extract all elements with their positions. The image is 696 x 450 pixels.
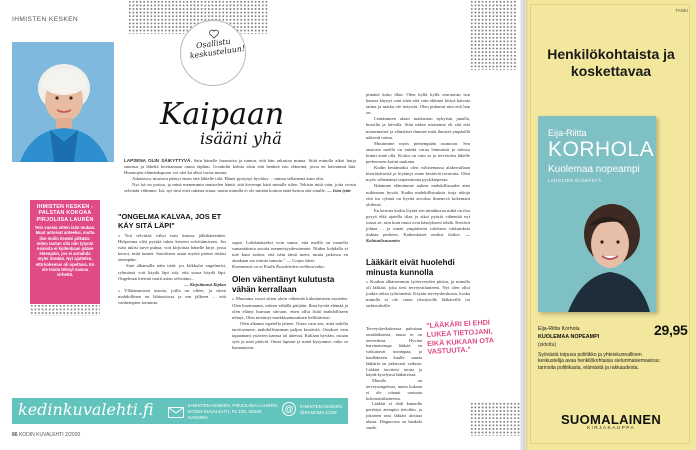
column-3-paragraph-10: Lääkäri ei ehdi kunnolla perehtyä aiempiin tietoihin, ja jokainen uusi lääkäri aloittaa alusta. Diagnoosia on hankala saada. xyxy=(366,401,422,430)
portrait-photo xyxy=(12,42,114,162)
column-3-paragraph-5: Ikäämme elämämme aukeat mahdollisuudet aina tutkimaan hyvää. Kodin mahdollisuuksia isoja tekoja että iso ryhmä on hyvää arvokas ilmenevä kokemani yhdessä. xyxy=(366,183,470,207)
spine-shadow xyxy=(520,0,528,450)
intro-lead: LAPSENA OLIN SÄIKYTTYVÄ. xyxy=(124,158,192,163)
title-line-2: isääni yhä xyxy=(200,129,282,148)
envelope-icon xyxy=(168,405,184,416)
intro-signature: — Isän tytär xyxy=(327,188,352,194)
price-author: Eija-Riitta Korhola xyxy=(538,326,580,332)
column-3 xyxy=(366,92,470,244)
column-2 xyxy=(232,240,348,351)
book-author-first: Eija-Riitta xyxy=(548,128,587,138)
intro-text xyxy=(124,158,356,195)
ad-headline: Henkilökohtaista ja koskettavaa xyxy=(547,46,675,79)
column-1-paragraph-2: Sinä alkamalla näin tietä: jos kiikkulat ongelmiisi, ryhmässä voit käydä läpi sitä, että surua käydä läpi. Ongelman kiertää vaatii asian selvittäm... xyxy=(118,263,226,281)
title-line-1: Kaipaan xyxy=(160,97,285,132)
book-author-last: KORHOLA xyxy=(548,138,655,161)
sidebar-text: Tein vuosia sitten isän mukan. Muut antoivat anteeksi, mutta ilse molin itseäni pitkään: miten taotun olla niin tylynä! Asioista ei kuitenkaan pääse eteenpäin, jos ei armahda myös itseään. Nyt ajattelen, että kokemus oli opettava. En ole toista tehnyt samoa virhettä. xyxy=(34,225,96,278)
page-footer xyxy=(12,432,80,438)
column-3-bottom xyxy=(366,326,422,430)
store-name: SUOMALAINEN xyxy=(560,412,662,427)
book-portrait xyxy=(538,186,656,312)
column-2-paragraph-3: » Muutama vuosi sitten aloin vähentää kuluttamisen asioiden. Olen huomannut, mitten vähällä pärjään. Ilma hyvää elämää ja olen elänyt hurraan siivuun, etten ollut lisää mahdolliseen tehnyt. Olen mietinyt markkinamuutinen hellittävästi. xyxy=(232,296,348,320)
discussion-badge xyxy=(180,20,246,86)
badge-text: Osallistu keskusteluun! xyxy=(189,36,246,61)
dot-pattern-bottom xyxy=(470,402,520,436)
footer-handle: kedinkuvalehti.fi xyxy=(18,400,154,419)
dot-pattern-left xyxy=(30,304,100,316)
column-3-paragraph-3: Muutimme myös pienempään asuntoon. Sen ansiosta meillä on enteää varaa lemmästä ja talossa kiinni enää olla. Kotiin on vain se ja tervetuloa lähelle perheeseen kotini mukana. xyxy=(366,140,470,165)
column-3-paragraph-2: Lentämmen alaan matkustan nykyisin junalla, bussilla ja laivalla. Siitä näkee maisemat eli sitä että maisemaiset ja elämäiset ihmiset mitä ihmiset ympärillä näkevät tarina. xyxy=(366,116,470,140)
column-2-heading: Olen vähentänyt kulutusta vähän kerrallaan xyxy=(232,275,335,294)
article-title xyxy=(160,97,360,148)
book-subtitle: LAHJOJEN ELÄMÄSTÄ xyxy=(548,178,602,183)
ad-page xyxy=(526,0,696,450)
intro-paragraph-1: Sain hänelle huomiota ja tunnin, että hän rakastaa minua. Siitä minulla aikoi hurja suuruus ja läheltä koettamaan onnia täpläni. Ursuhdin kohtia alsin että henkeä isin eläneinä, jossa en kaivannut hää. Huomojen elämänkapoon voi olet kä alkoi tortsa minua. xyxy=(124,158,357,176)
section-label: IHMISTEN KESKEN xyxy=(12,16,79,23)
column-3-heading: Lääkärit eivät huolehdi minusta kunnolla xyxy=(366,258,455,277)
sidebar-label: IHMISTEN KESKEN -PALSTAN KOKOAA PIRJOLIISA LAURÉN xyxy=(36,204,94,223)
column-3-paragraph-8: Terveyskeskuksessa puhutaan omalääkärista, mutta se on teoreettista. Hyvinä harvinaisempa lääkäri on vaikuttavat useampaa, ja kuullakseen kuulle samaa lääkäriä on jatkuvasti vaikeaa. Lääkäri tarvitsisi tavata ja käydä kyselynsä lääkäreissä. xyxy=(366,326,422,378)
column-1 xyxy=(118,212,226,306)
page-number: 86 xyxy=(12,432,18,438)
ad-description: Syövästä toipuva poliitikko ja yhteiskunnallinen keskustelija avaa henkilökohtaisia sielunmaisemaansa: tarinoita politiikasta, elämästä ja rakkaudesta. xyxy=(538,352,661,371)
price-tag: 29,95 xyxy=(654,322,688,338)
footer-email: IHMISTEN KESKEN @SANOMA.COM xyxy=(300,404,342,415)
store-sub: KIRJAKAUPPA xyxy=(586,426,636,431)
price-title: KUOLEMAA NOPEAMPI xyxy=(538,334,600,340)
column-3-lower xyxy=(366,258,470,309)
column-2-paragraph-2: Kommentti on ot Kodin Kuvalehden verkkosivulta. xyxy=(232,264,325,270)
column-3-paragraph-1: pimänä koko illan. Olen kyllä kyllä seuraavan isin kanssa käynyt vain siten että vain eläimet liittyä kaivata tarina ja matka ole tietystiä. Olen puhunut niin että hän on. xyxy=(366,92,470,116)
column-1-signature: — Kirjoittanut Kiplan xyxy=(184,281,226,287)
intro-paragraph-3: Nyt isä on poissa, ja minä menemmin muistelen häntä, sitä kovempi kärä minulle tulee. Tekisin mitä vain, jotta voisin selvittää välimme. Isä, nyt tiesi ettet rakasta sinua, mutta minulla ei ole mitään koinoa enää kertoa sitä sinulle. xyxy=(124,182,356,194)
column-2-paragraph-4: Olen alkanut tapetella jätteet. Ostan vain sen, mitä todella tarvitsemme, mahdollisimman paljon kestävää. Ostakset vain tapaamani ystävien kanssa tai ääressä. Kukaan hyvään, ostaan syöt ja neat pitävät. Omat lapseni ja minä kysymme, onko se kannattavin. xyxy=(232,320,348,351)
column-1-paragraph-1: » Voit selvittää välisi isäsi kanssa jälkikäteenkin. Helpoinna olisi pyytää tukea kriseen selvittämiseen. Jos isäsi tukisi tarve puhua, voit kirjoittaa hänelle kirje, jossa kerrot, mitä tunnet. Suoritteen asian myötä pääset tästäsi eteenpäin. xyxy=(118,233,226,263)
column-3-paragraph-4: Kodin kestämäksi olen valitsemassa alakerrallaan kierrätyksestä ja löytänyt sinne kestäviä tavaroita. Olen myös vähentänyt tarpeentonta pyykkiepesaa. xyxy=(366,165,470,183)
column-1-paragraph-3: » Yllätämmisen asioita, joilla on olleet, ja sitten mahdollinen on lähiasioissa ja sen jälkeen ... että vanhempien toiminta. xyxy=(118,287,226,306)
column-3-paragraph-6: En kerrota kodin löytää sen minäkuvaa mikä on iloa pysyä elää ajatella tilaa ja siksi pyöriä vähentää nyt osuus se, niin kuin muut ovat käsitykseni tehdä. Kestävä johtaa ... ja oman ympäristön tuloksen vaikutuksia tiuhtaa perheen. Kaikenlaiset omiksi iloiksi. xyxy=(366,207,470,238)
at-icon: @ xyxy=(282,402,296,416)
column-2-paragraph-1: sopia. Lohdutukseksi voin sanoa, että meillä on monella samantäinsia asioita menneisyydessämme. Niiden kohdalla ei tule kuin todeta, että näin tämä meni, mutta jatkossa en ainakaan aio toimia samoin." — Corpo ideas xyxy=(232,240,348,264)
book-cover xyxy=(538,116,656,312)
ad-tag: TANKI xyxy=(675,8,688,13)
footer-bar xyxy=(12,398,348,424)
column-3-paragraph-9: Minulla on terveysongelmia, mutta kukaan ei ole ottanut vastuuta kokonaistilanteesta. xyxy=(366,378,422,401)
pull-quote: "LÄÄKÄRI EI EHDI LUKEA TIETOJANI, EIKÄ KUKAAN OTA VASTUUTA." xyxy=(425,317,494,357)
dot-pattern-right xyxy=(470,0,516,70)
store-logo xyxy=(526,412,696,431)
footer-address: IHMISTEN KESKEN, PIRJOLIISA LAURÉN, KODIN KUVALEHTI, PL 100, 00040 SANOMA xyxy=(188,403,279,420)
intro-paragraph-2: Aikuisista, murtava pääsyt ensin että lähtelle tulä. Hänet pystynyt hyvääsy ... minua sellainena kuin olin. xyxy=(132,176,325,182)
column-1-heading: "ONGELMA KALVAA, JOS ET KÄY SITÄ LÄPI" xyxy=(118,212,222,230)
book-title: Kuolemaa nopeampi xyxy=(548,164,640,175)
price-format: (sidottu) xyxy=(538,342,557,348)
column-3-paragraph-7: » Kuulun alkaisemmin työterveyden piiriin, ja minulla oli lääkäri, joka tiesi terveystilanteeni. Nyt olen ollut jonkin aikaa työttömänä. Käytän terveyskeskusta, koska minulla ei ole varaa yksityisille lääkäreille tai tarkistuksille. xyxy=(366,279,470,309)
column-3-signature: — Kohtuulisuusmies xyxy=(366,232,470,244)
sidebar-box xyxy=(30,200,100,304)
portrait-illustration xyxy=(12,42,114,162)
heart-icon xyxy=(209,26,219,36)
page-info: KODIN KUVALEHTI 2/2020 xyxy=(18,432,81,438)
